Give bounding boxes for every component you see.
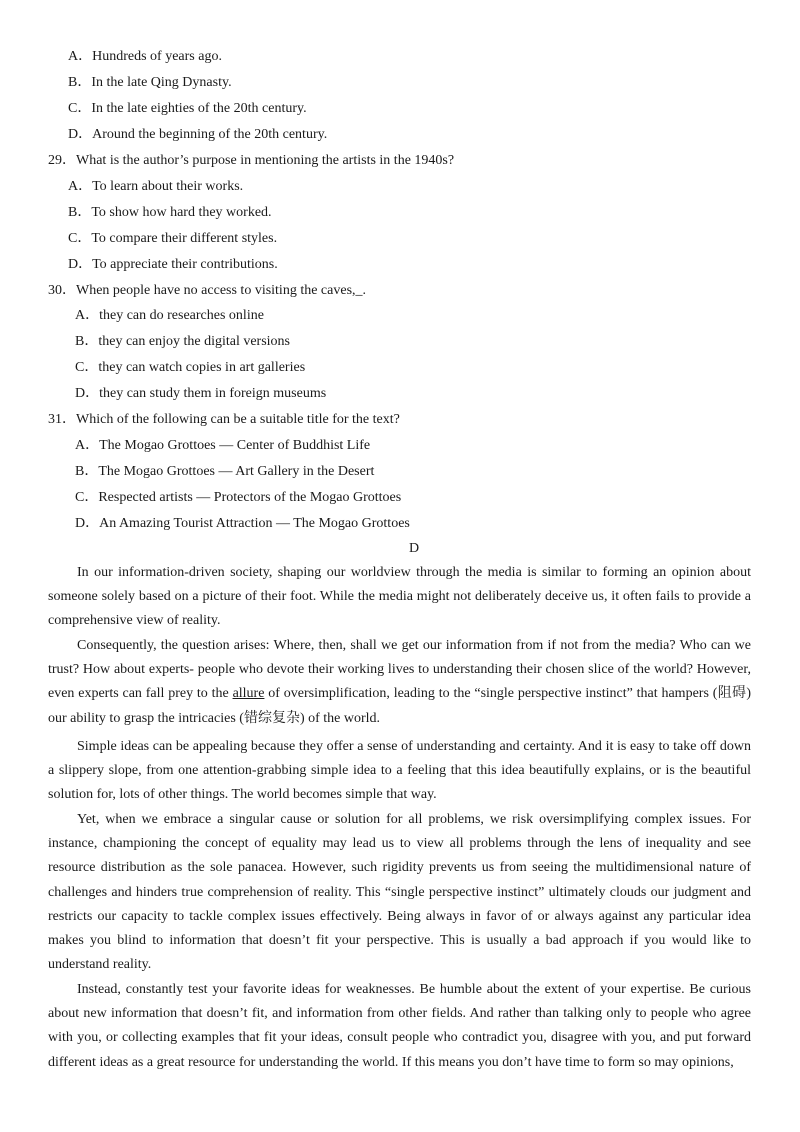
paragraph-2 — [48, 634, 751, 731]
q31-option-c: C．Respected artists — Protectors of the Mogao Grottoes — [75, 490, 402, 505]
q31-option-d: D．An Amazing Tourist Attraction — The Mogao Grottoes — [75, 516, 410, 531]
q30-option-d: D．they can study them in foreign museums — [75, 386, 327, 401]
q29-option-a: A．To learn about their works. — [68, 179, 244, 194]
underlined-word: allure — [232, 686, 265, 702]
q29-stem: 29．What is the author’s purpose in mentioning the artists in the 1940s? — [48, 153, 455, 168]
paragraph-5: Instead, constantly test your favorite ideas for weaknesses. Be humble about the extent of your expertise. Be curious about new information that doesn’t fit, and information from other fields. And rather than talking only to people who agree with you, or collecting examples that fit your ideas, consult people who contradict you, disagree with you, and put forward different ideas as a great resource for understanding the world. If this means you don’t have time to form so may opinions, — [48, 982, 751, 1070]
q31-option-a: A．The Mogao Grottoes — Center of Buddhist Life — [75, 438, 371, 453]
q30-option-c: C．they can watch copies in art galleries — [75, 360, 306, 375]
q29-option-c: C．To compare their different styles. — [68, 231, 278, 246]
q29-option-d: D．To appreciate their contributions. — [68, 257, 278, 272]
paragraph-2-text-end: of oversimplification, leading to the “single perspective instinct” that hampers (阻碍) our ability to grasp the intricacies (错综复杂) of the world. — [48, 686, 752, 726]
paragraph-4: Yet, when we embrace a singular cause or solution for all problems, we risk oversimplifying complex issues. For instance, championing the concept of equality may lead us to view all problems through the lens of inequality and see resource distribution as the sole panacea. However, such rigidity prevents us from seeing the multidimensional nature of challenges and hinders true comprehension of reality. This “single perspective instinct” ultimately clouds our judgment and restricts our capacity to tackle complex issues effectively. Being always in favor of or always against any particular idea makes you blind to information that doesn’t fit your perspective. This is usually a bad approach if you would like to understand reality. — [48, 812, 751, 973]
q28-option-a: A．Hundreds of years ago. — [68, 49, 222, 64]
q30-stem: 30．When people have no access to visiting the caves,_. — [48, 283, 367, 298]
q28-option-c: C．In the late eighties of the 20th century. — [68, 101, 307, 116]
q28-option-b: B．In the late Qing Dynasty. — [68, 75, 232, 90]
q28-option-d: D．Around the beginning of the 20th century. — [68, 127, 328, 142]
q30-option-b: B．they can enjoy the digital versions — [75, 334, 291, 349]
q30-option-a: A．they can do researches online — [75, 308, 264, 323]
section-heading: D — [408, 541, 420, 556]
paragraph-2-text-start: Consequently, the question arises: Where, then, shall we get our information from if not from the media? Who can we trust? How about experts- people who devote their working lives to understanding their chosen slice of the world? However, even experts can fall prey to the — [48, 638, 751, 702]
paragraph-3: Simple ideas can be appealing because they offer a sense of understanding and certainty. And it is easy to take off down a slippery slope, from one attention-grabbing simple idea to a feeling that this idea beautifully explains, or is the beautiful solution for, lots of other things. The world becomes simple that way. — [48, 739, 751, 803]
q31-stem: 31．Which of the following can be a suitable title for the text? — [48, 412, 400, 427]
paragraph-1: In our information-driven society, shaping our worldview through the media is similar to forming an opinion about someone solely based on a picture of their foot. While the media might not deliberately deceive us, it often fails to provide a comprehensive view of reality. — [48, 565, 751, 629]
q31-option-b: B．The Mogao Grottoes — Art Gallery in the Desert — [75, 464, 375, 479]
q29-option-b: B．To show how hard they worked. — [68, 205, 272, 220]
